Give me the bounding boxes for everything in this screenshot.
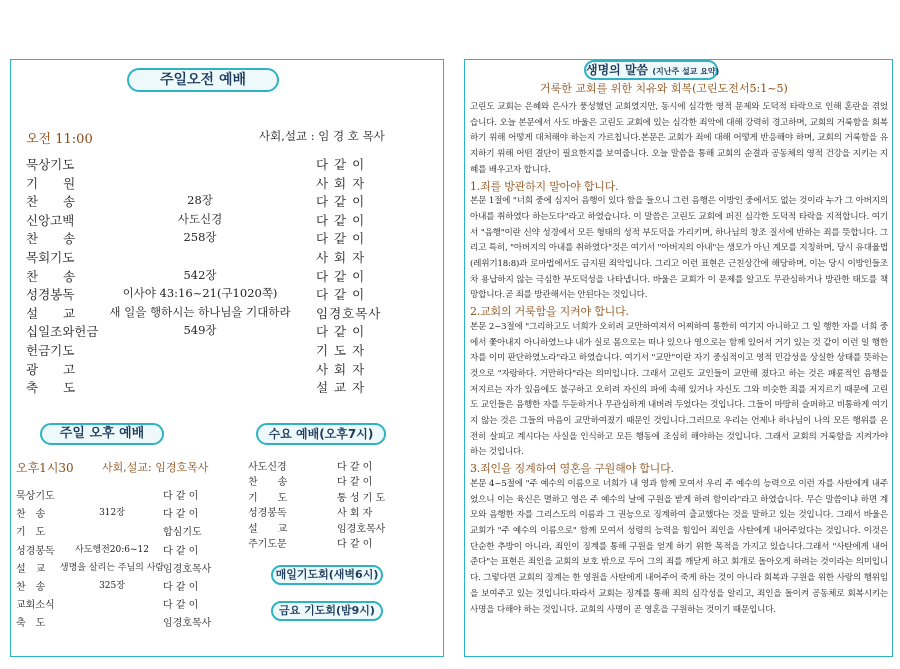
sermon-point-title: 2.교회의 거룩함을 지켜야 합니다. bbox=[470, 305, 629, 319]
am-item-name: 설 교 bbox=[26, 305, 76, 321]
am-item-by: 사 회 자 bbox=[316, 175, 366, 191]
pm-item-detail: 사도행전20:6~12 bbox=[75, 544, 149, 555]
am-item-by: 다 같 이 bbox=[316, 231, 366, 247]
wed-item-name: 사도신경 bbox=[248, 462, 287, 473]
am-item-name: 찬 송 bbox=[26, 231, 76, 247]
pm-item-name: 설 교 bbox=[16, 563, 46, 575]
am-title: 주일오전 예배 bbox=[127, 68, 279, 92]
pm-item-name: 찬 송 bbox=[16, 509, 46, 521]
wed-item-name: 주기도문 bbox=[248, 539, 287, 550]
sermon-heading-sub: (지난주 설교 요약) bbox=[652, 67, 720, 76]
pm-item-by: 임경호목사 bbox=[163, 618, 212, 630]
am-item-detail: 새 일을 행하시는 하나님을 기대하라 bbox=[109, 304, 291, 319]
am-leader: 사회,설교 : 임 경 호 목사 bbox=[259, 129, 385, 143]
pm-item-by: 임경호목사 bbox=[163, 563, 212, 575]
pm-item-by: 다 같 이 bbox=[163, 491, 199, 502]
pm-title: 주일 오후 예배 bbox=[40, 423, 164, 445]
pm-item-by: 다 같 이 bbox=[163, 545, 199, 557]
sermon-point-body: 본문 1절에 "너희 중에 심지어 음행이 있다 함을 들으니 그런 음행은 이방인 중에서도 없는 것이라 누가 그 아버지의 아내를 취하였다 하는도다"라고 하였습니다. 이 말씀은 고린도 교회에 퍼진 심각한 도덕적 타락을 지적합니다. 여기서 "음행"이란 신약 성경에서 모든 형태의 성적 부도덕을 가리키며, 하나님의 창조 질서에 반하는 죄를 뜻합니다. 그리고 특히, "아버지의 아내를 취하였다"것은 여기서 "아버지의 아내"는 생모가 아닌 계모를 지칭하며, 당시 유대율법(레위기18:8)과 로마법에서도 금지된 죄악입니다. 그리고 이런 표현은 근친상간에 해당하며, 이는 당시 이방인들조차 용납하지 않는 극심한 부도덕성을 나타냅니다. 바울은 교회가 이 문제를 알고도 무관심하거나 방관한 태도를 책망합니다.곧 죄를 방관해서는 안된다는 것입니다. bbox=[470, 196, 888, 301]
am-item-detail: 542장 bbox=[183, 267, 217, 282]
wed-item-name: 성경봉독 bbox=[248, 508, 287, 520]
sermon-point-body: 본문 4~5절에 "주 예수의 이름으로 너희가 내 영과 함께 모여서 우리 주 예수의 능력으로 이런 자를 사탄에게 내주었으니 이는 육신은 멸하고 영은 주 예수의 날에 구원을 받게 하려 함이라"라고 하였습니다. 무슨 말씀이냐 하면 계모와 음행한 자를 그리스도의 이름과 그 권능으로 징계하여 출교했다는 것을 말하고 있는 것입니다. 그래서 바울은 교회가 "주 예수의 이름으로" 함께 모여서 성령의 능력을 힘입어 죄인을 사탄에게 내어주었다는 것입니다. 이것은 단순한 추방이 아니라, 죄인이 징계를 통해 구원을 얻게 하기 위한 목적을 가지고 있습니다.그래서 "사탄에게 내어 준다"는 표현은 죄인을 교회의 보호 밖으로 두어 그의 죄를 깨닫게 하고 회개로 돌아오게 하려는 것이라는 의미입니다. 그렇다면 교회의 징계는 한 영원을 사탄에게 내어주어 죽게 하는 것이 아니라 회복과 구원을 위한 사랑의 행위임을 보여주고 있는 것입니다.따라서 교회는 징계를 통해 죄의 심각성을 알리고, 죄인을 돌이켜 공동체로 회복시키는 사명을 다해야 하는 것입니다. 교회의 사명이 곧 영혼을 구원하는 것이기 때문입니다. bbox=[470, 478, 888, 615]
am-item-name: 광 고 bbox=[26, 361, 76, 377]
sermon-point-title: 1.죄를 방관하지 말아야 합니다. bbox=[470, 179, 619, 193]
pm-item-by: 다 같 이 bbox=[163, 582, 199, 593]
pm-item-detail: 325장 bbox=[99, 581, 125, 591]
pm-item-detail: 생명을 살리는 주님의 사람 bbox=[59, 562, 165, 573]
am-item-name: 십일조와헌금 bbox=[26, 324, 99, 340]
pm-item-by: 다 같 이 bbox=[163, 509, 199, 521]
am-item-name: 성경봉독 bbox=[26, 287, 75, 303]
am-item-by: 사 회 자 bbox=[316, 250, 366, 265]
pm-item-by: 합심기도 bbox=[163, 527, 202, 539]
wed-item-by: 다 같 이 bbox=[337, 477, 373, 489]
am-item-by: 설 교 자 bbox=[316, 380, 366, 396]
am-item-by: 기 도 자 bbox=[316, 343, 366, 358]
am-item-detail: 이사야 43:16~21(구1020쪽) bbox=[122, 286, 278, 301]
am-item-name: 헌금기도 bbox=[26, 343, 75, 358]
pm-time: 오후1시30 bbox=[16, 461, 74, 475]
am-item-by: 다 같 이 bbox=[316, 212, 366, 228]
am-item-by: 다 같 이 bbox=[316, 194, 366, 210]
am-item-name: 찬 송 bbox=[26, 194, 76, 210]
sermon-body bbox=[470, 100, 888, 618]
am-item-detail: 549장 bbox=[183, 323, 217, 338]
sermon-heading-main: 생명의 말씀 bbox=[586, 63, 649, 77]
pm-item-name: 기 도 bbox=[16, 527, 46, 539]
pm-item-name: 성경봉독 bbox=[16, 545, 55, 557]
pm-item-name: 교회소식 bbox=[16, 600, 55, 612]
am-item-name: 묵상기도 bbox=[26, 157, 75, 172]
pm-item-by: 다 같 이 bbox=[163, 600, 199, 612]
sermon-point-body: 본문 2~3절에 "그리하고도 너희가 오히려 교만하여져서 어찌하여 통한히 여기지 아니하고 그 일 행한 자를 너희 중에서 쫓아내지 아니하였느냐 내가 실로 몸으로는 떠나 있으나 영으로는 함께 있어서 거기 있는 것 같이 이런 일 행한 자를 이미 판단하였노라"라고 하였습니다. 여기서 "교만"이란 자기 중심적이고 영적 민감성을 상실한 상태를 뜻하는 것으로 "자랑하다. 거만하다"라는 의미입니다. 그래서 고린도 교인들이 교만해 졌다고 하는 것은 패륜적인 음행을 저지르는 자가 있음에도 불구하고 오히려 자신의 파에 속해 있거나 자신도 그와 비슷한 죄를 저지르기 때문에 고린도 교인들은 음행한 자를 두둔하거나 무관심하게 내버려 두었다는 것입니다. 그들이 마땅히 슬퍼하고 비통하게 여기지 않는 것은 그들의 마음이 교만하여졌기 때문인 것입니다.그러므로 우리는 언제나 하나님이 나의 모든 행위를 온전히 살피고 계시다는 사실을 인식하고 모든 행동에 조심히 해야하는 것입니다. 그래서 교회의 거룩함을 지켜가야 하는 것입니다. bbox=[470, 321, 888, 458]
wed-item-by: 통 성 기 도 bbox=[337, 492, 386, 504]
wed-item-name: 설 교 bbox=[248, 523, 288, 535]
pm-item-name: 묵상기도 bbox=[16, 491, 55, 502]
am-item-by: 다 같 이 bbox=[316, 324, 366, 340]
am-item-detail: 258장 bbox=[183, 230, 217, 245]
wed-item-name: 기 도 bbox=[248, 492, 288, 504]
am-item-detail: 28장 bbox=[187, 193, 213, 208]
am-item-name: 축 도 bbox=[26, 380, 76, 396]
wed-item-by: 다 같 이 bbox=[337, 539, 373, 550]
sermon-intro: 고린도 교회는 은혜와 은사가 풍성했던 교회였지만, 동시에 심각한 영적 문제와 도덕적 타락으로 인해 혼란을 겪었습니다. 오늘 본문에서 사도 바울은 고린도 교회에 있는 심각한 죄악에 대해 강력히 경고하며, 교회의 거룩함을 회복하기 위해 어떻게 대처해야 하는지 가르칩니다.본문은 교회가 죄에 대해 어떻게 반응해야 하며, 교회의 거룩함을 유지하기 위해 어떤 결단이 필요한지를 보여줍니다. 오늘 말씀을 통해 교회의 순결과 공동체의 영적 건강을 지키는 지혜를 배우고자 합니다. bbox=[470, 102, 888, 175]
wed-item-by: 임경호목사 bbox=[337, 523, 386, 535]
wed-item-by: 다 같 이 bbox=[337, 462, 373, 473]
am-item-by: 다 같 이 bbox=[316, 287, 366, 303]
am-time: 오전 11:00 bbox=[26, 132, 93, 147]
am-item-by: 다 같 이 bbox=[316, 268, 366, 284]
wed-title: 수요 예배(오후7시) bbox=[256, 423, 386, 445]
sermon-point-title: 3.죄인을 징계하여 영혼을 구원해야 합니다. bbox=[470, 462, 674, 476]
am-item-name: 찬 송 bbox=[26, 268, 76, 284]
am-item-by: 임경호목사 bbox=[316, 305, 382, 321]
pm-item-name: 찬 송 bbox=[16, 582, 46, 593]
daily-prayer-badge: 매일기도회(새벽6시) bbox=[271, 565, 383, 585]
am-item-name: 기 원 bbox=[26, 175, 76, 191]
sermon-heading bbox=[584, 60, 718, 80]
wed-item-name: 찬 송 bbox=[248, 477, 288, 489]
sermon-title: 거룩한 교회를 위한 치유와 회복(고린도전서5:1~5) bbox=[540, 82, 788, 95]
pm-item-name: 축 도 bbox=[16, 618, 46, 630]
am-item-name: 목회기도 bbox=[26, 250, 75, 265]
am-item-by: 다 같 이 bbox=[316, 157, 366, 172]
pm-leader: 사회,설교: 임경호목사 bbox=[102, 461, 209, 474]
am-item-detail: 사도신경 bbox=[177, 211, 223, 226]
am-item-name: 신앙고백 bbox=[26, 212, 75, 228]
friday-prayer-badge: 금요 기도회(밤9시) bbox=[271, 601, 383, 621]
am-item-by: 사 회 자 bbox=[316, 361, 366, 377]
pm-item-detail: 312장 bbox=[99, 508, 125, 519]
wed-item-by: 사 회 자 bbox=[337, 508, 373, 520]
